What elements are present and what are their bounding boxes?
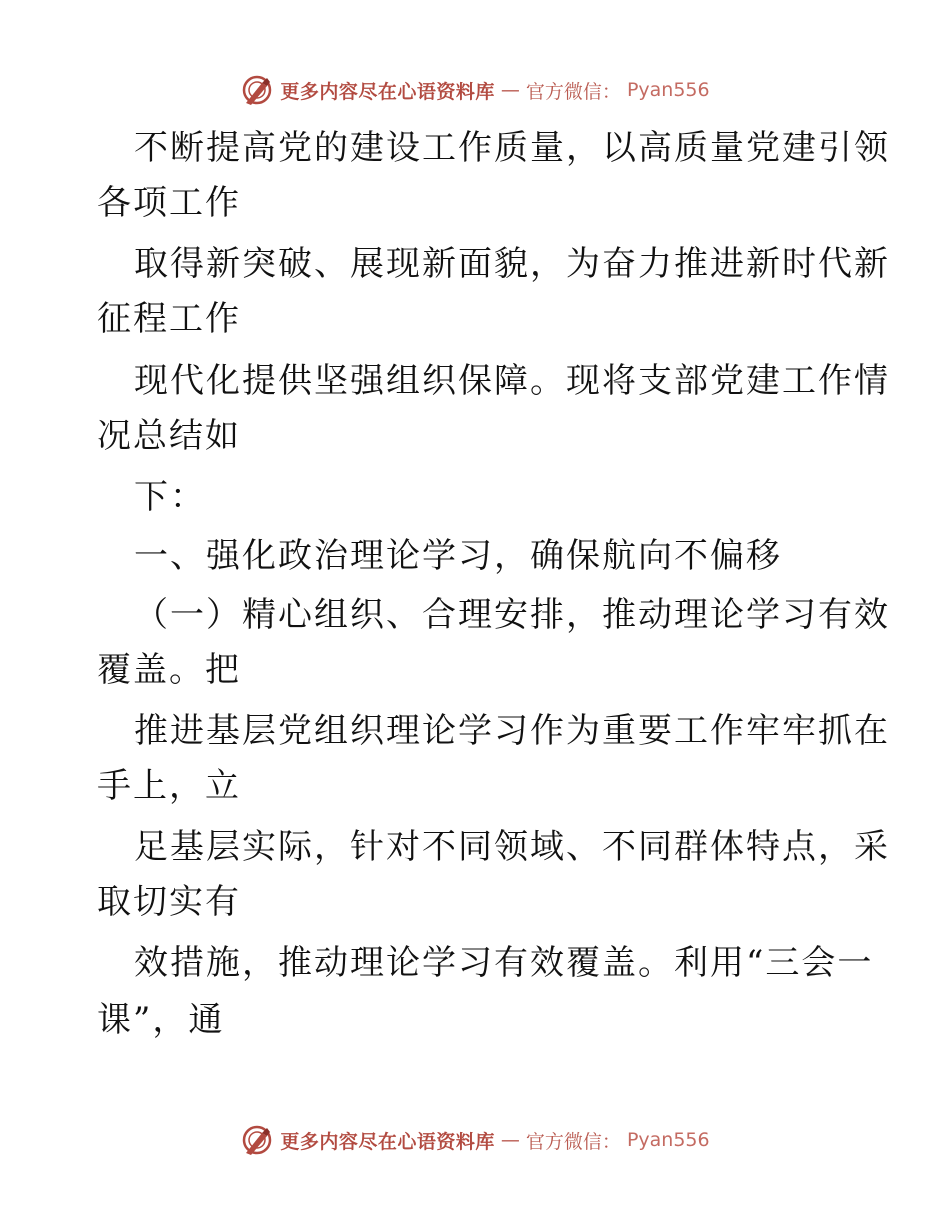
body-line-4: 征程工作 <box>97 299 241 339</box>
footer-brand-text: 更多内容尽在心语资料库 <box>280 1130 495 1153</box>
header-brand-text: 更多内容尽在心语资料库 <box>280 80 495 103</box>
body-line-2: 各项工作 <box>97 183 241 223</box>
header-wechat-id: Pyan556 <box>626 79 710 101</box>
body-line-1: 不断提高党的建设工作质量，以高质量党建引领 <box>134 128 890 168</box>
body-line-12: 手上，立 <box>97 766 241 806</box>
body-line-16: 课”，通 <box>97 1000 225 1040</box>
body-line-6: 况总结如 <box>97 416 241 456</box>
body-line-5: 现代化提供坚强组织保障。现将支部党建工作情 <box>134 361 890 401</box>
footer-wechat-id: Pyan556 <box>626 1129 710 1151</box>
subsection-heading: （一）精心组织、合理安排，推动理论学习有效 <box>134 595 890 635</box>
header-wechat-label: 官方微信： <box>525 80 621 103</box>
pen-nib-logo-icon <box>240 1123 274 1157</box>
footer-wechat-label: 官方微信： <box>525 1130 621 1153</box>
section-heading: 一、强化政治理论学习，确保航向不偏移 <box>134 536 782 576</box>
header-separator: — <box>500 79 520 101</box>
body-line-13: 足基层实际，针对不同领域、不同群体特点，采 <box>134 827 890 867</box>
body-line-11: 推进基层党组织理论学习作为重要工作牢牢抓在 <box>134 711 890 751</box>
body-line-3: 取得新突破、展现新面貌，为奋力推进新时代新 <box>134 244 890 284</box>
footer-banner <box>0 1120 950 1160</box>
footer-separator: — <box>500 1129 520 1151</box>
body-line-7: 下： <box>134 477 206 517</box>
body-line-10: 覆盖。把 <box>97 650 241 690</box>
body-line-14: 取切实有 <box>97 882 241 922</box>
body-line-15: 效措施，推动理论学习有效覆盖。利用“三会一 <box>134 943 874 983</box>
